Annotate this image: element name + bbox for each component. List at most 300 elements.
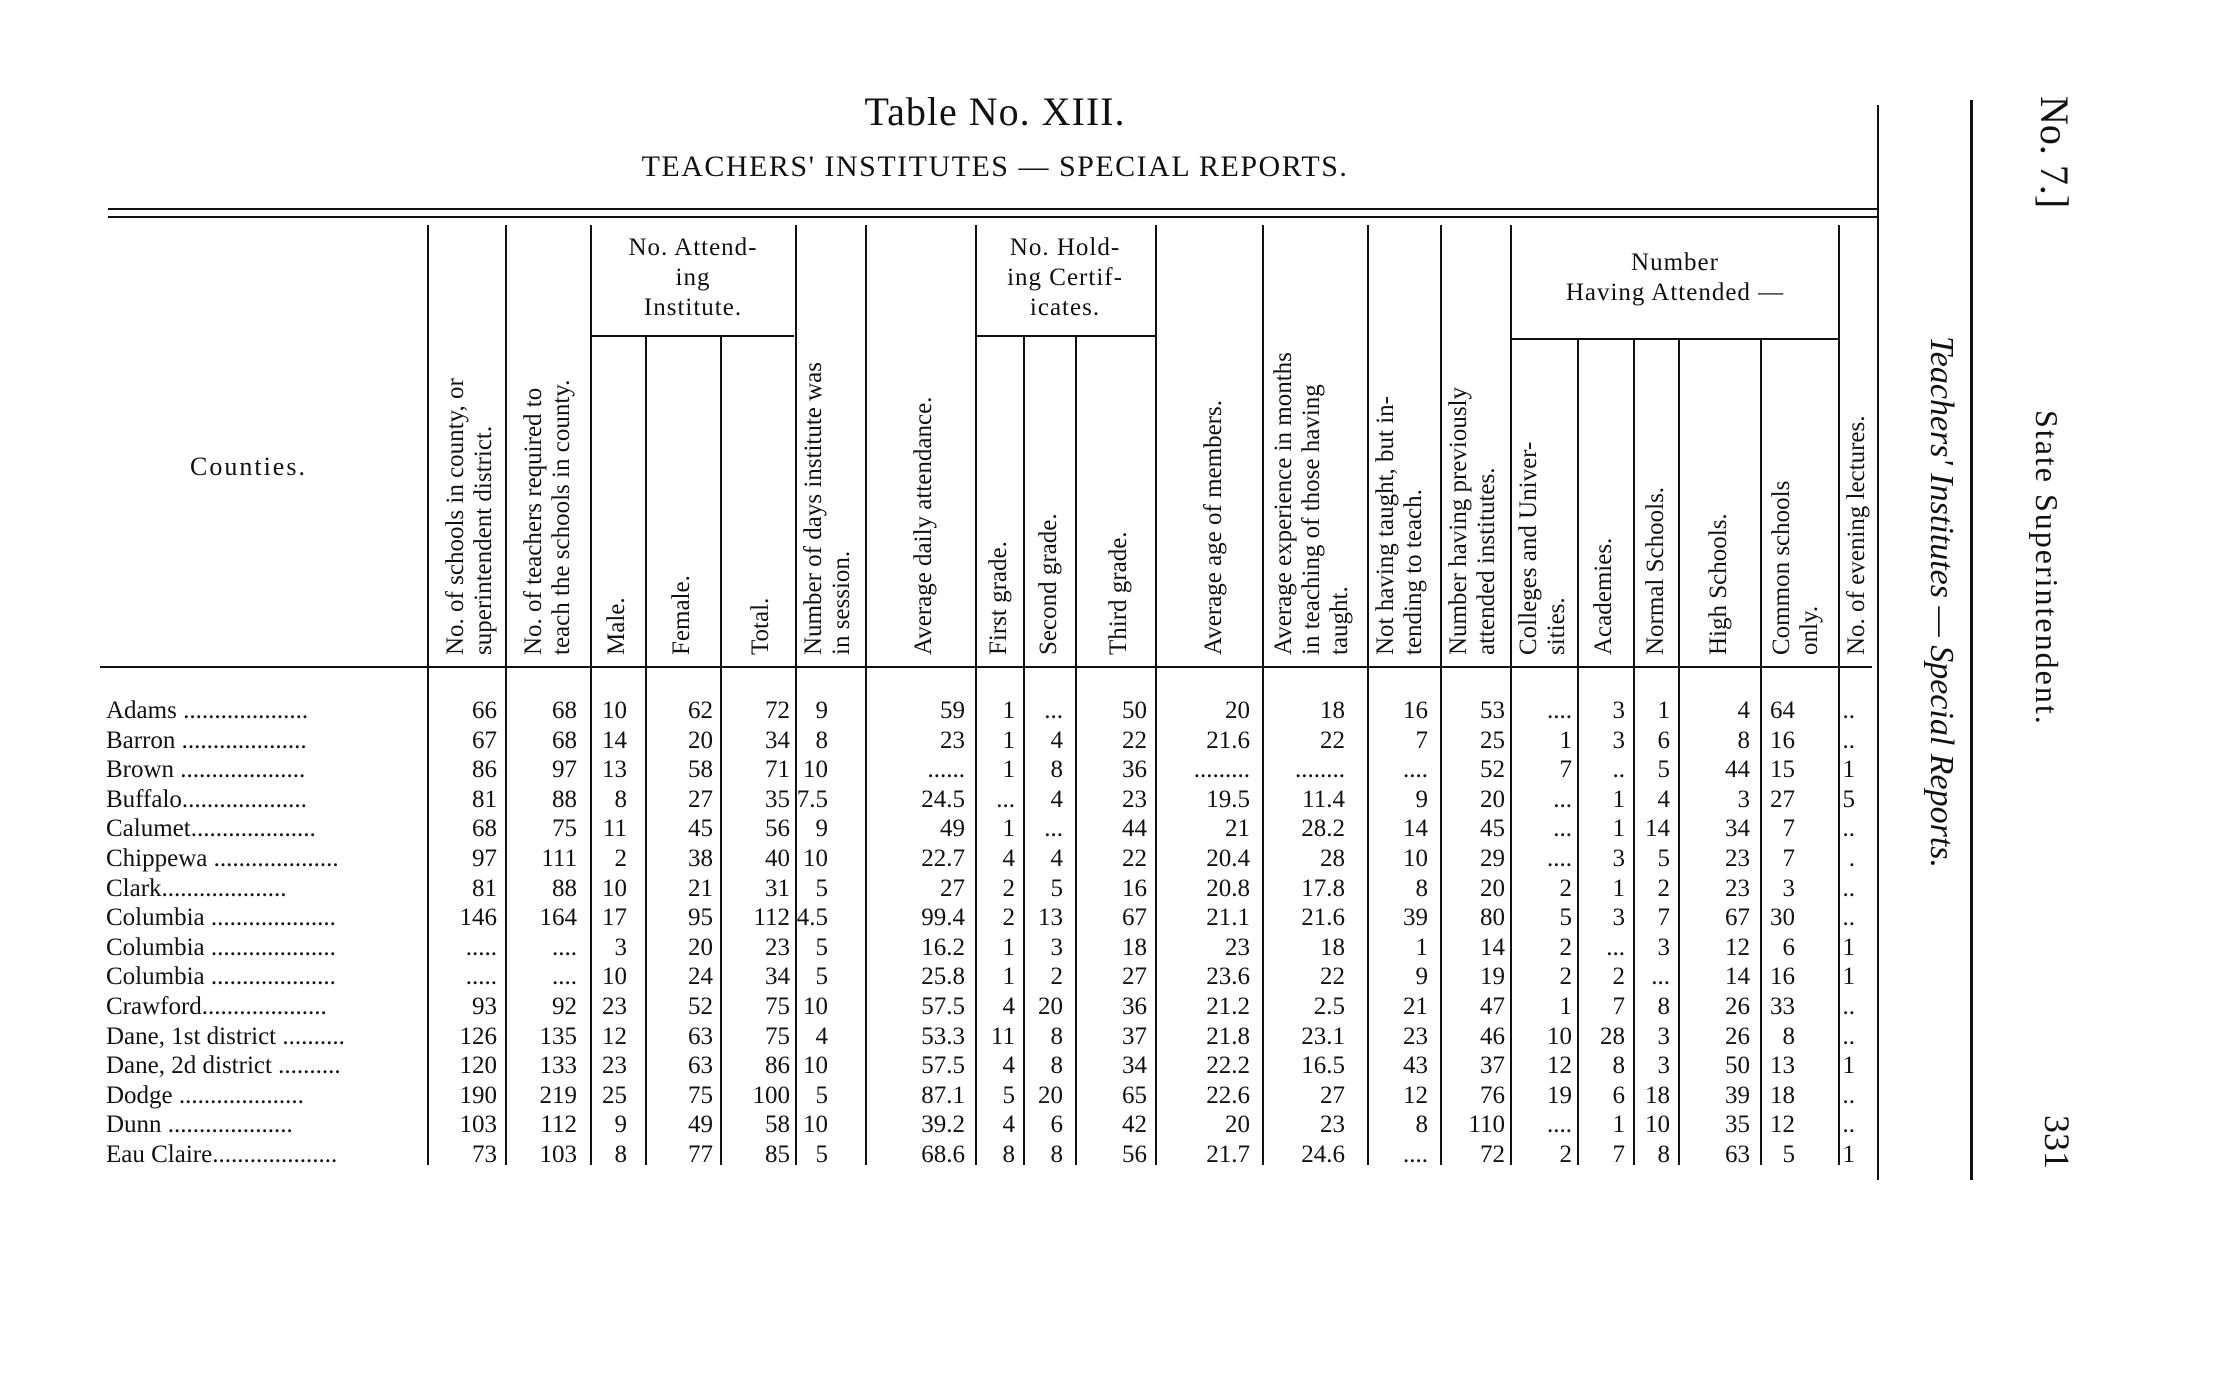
document-number: No. 7.] (2032, 96, 2077, 209)
table-cell: 2 (1559, 1141, 1572, 1168)
table-cell: 8 (1737, 727, 1750, 754)
table-cell: 15 (1770, 756, 1795, 783)
table-cell: 18 (1320, 697, 1345, 724)
table-cell: 146 (459, 904, 497, 931)
table-cell: 63 (688, 1023, 713, 1050)
col-divider (1440, 225, 1442, 1165)
table-cell: 40 (765, 845, 790, 872)
table-cell: 1 (1415, 934, 1428, 961)
table-cell: 3 (1657, 934, 1670, 961)
table-cell: 8 (614, 1141, 627, 1168)
table-cell: 3 (1050, 934, 1063, 961)
table-cell: ... (1651, 963, 1670, 990)
col-header-normal-schools: Normal Schools. (1642, 486, 1669, 655)
table-cell: 20 (1038, 993, 1063, 1020)
table-cell: 44 (1725, 756, 1750, 783)
table-cell: .. (1842, 875, 1855, 902)
table-cell: 1 (1842, 756, 1855, 783)
table-cell: 10 (602, 963, 627, 990)
col-header-teachers-required: No. of teachers required to teach the schools in county. (520, 379, 575, 655)
table-cell: 75 (765, 993, 790, 1020)
table-cell: 22 (1122, 727, 1147, 754)
table-cell: 23.1 (1301, 1023, 1345, 1050)
table-cell: 7 (1782, 845, 1795, 872)
table-cell: 56 (1122, 1141, 1147, 1168)
table-cell: 23 (940, 727, 965, 754)
table-cell: 72 (765, 697, 790, 724)
table-cell: 3 (1612, 697, 1625, 724)
county-name: Dunn .................... (106, 1111, 293, 1138)
table-cell: 2 (1559, 875, 1572, 902)
table-cell: 23 (765, 934, 790, 961)
table-cell: 10 (803, 756, 828, 783)
table-cell: 1 (1002, 697, 1015, 724)
col-header-total: Total. (747, 597, 774, 655)
attended-group-header: Number Having Attended — (1565, 249, 1785, 306)
table-cell: 17 (602, 904, 627, 931)
table-cell: 3 (1612, 904, 1625, 931)
table-cell: 8 (1612, 1052, 1625, 1079)
table-cell: ... (1044, 697, 1063, 724)
table-cell: 88 (552, 875, 577, 902)
table-cell: 97 (552, 756, 577, 783)
table-cell: 135 (539, 1023, 577, 1050)
col-divider (720, 337, 722, 1165)
county-name: Barron .................... (106, 727, 307, 754)
table-cell: 16.2 (921, 934, 965, 961)
col-header-first-grade: First grade. (985, 541, 1012, 655)
col-header-avg-age: Average age of members. (1200, 400, 1227, 655)
table-cell: 1 (1612, 875, 1625, 902)
table-cell: 4.5 (796, 904, 828, 931)
table-cell: 45 (1480, 815, 1505, 842)
table-cell: 53.3 (921, 1023, 965, 1050)
table-cell: 50 (1725, 1052, 1750, 1079)
col-divider (1678, 340, 1680, 1165)
table-cell: 47 (1480, 993, 1505, 1020)
table-cell: 22 (1320, 727, 1345, 754)
table-cell: 2 (1559, 963, 1572, 990)
table-cell: 7.5 (796, 786, 828, 813)
table-cell: 3 (1657, 1052, 1670, 1079)
table-cell: 20 (1225, 1111, 1250, 1138)
table-cell: 19 (1480, 963, 1505, 990)
table-cell: 120 (459, 1052, 497, 1079)
table-cell: 7 (1782, 815, 1795, 842)
table-cell: 2 (614, 845, 627, 872)
table-cell: 1 (1002, 815, 1015, 842)
table-cell: 27 (940, 875, 965, 902)
table-cell: 37 (1122, 1023, 1147, 1050)
table-cell: 14 (1645, 815, 1670, 842)
table-cell: 1 (1559, 993, 1572, 1020)
table-cell: .. (1842, 1023, 1855, 1050)
table-cell: 10 (803, 845, 828, 872)
col-divider (1023, 337, 1025, 1165)
table-cell: .... (1547, 845, 1572, 872)
table-cell: 63 (1725, 1141, 1750, 1168)
table-cell: 7 (1559, 756, 1572, 783)
table-cell: 20 (688, 934, 713, 961)
table-cell: .. (1842, 993, 1855, 1020)
table-cell: 20.8 (1206, 875, 1250, 902)
table-cell: 68 (472, 815, 497, 842)
col-divider (865, 225, 867, 1165)
table-cell: 1 (1002, 934, 1015, 961)
table-cell: 25 (1480, 727, 1505, 754)
table-cell: 35 (765, 786, 790, 813)
county-name: Eau Claire.................... (106, 1141, 338, 1168)
table-cell: ...... (927, 756, 965, 783)
table-cell: 25.8 (921, 963, 965, 990)
table-cell: 14 (1403, 815, 1428, 842)
table-cell: 68 (552, 697, 577, 724)
table-cell: 8 (614, 786, 627, 813)
table-cell: 26 (1725, 1023, 1750, 1050)
table-cell: 63 (688, 1052, 713, 1079)
col-header-not-taught: Not having taught, but in- tending to teach. (1372, 396, 1427, 655)
table-cell: 16 (1770, 963, 1795, 990)
table-cell: 5 (815, 875, 828, 902)
table-cell: 8 (1415, 875, 1428, 902)
table-cell: 67 (1725, 904, 1750, 931)
table-cell: 5 (1559, 904, 1572, 931)
col-header-days-in-session: Number of days institute was in session. (800, 361, 855, 655)
table-cell: 5 (815, 1082, 828, 1109)
county-name: Adams .................... (106, 697, 309, 724)
table-cell: 8 (1415, 1111, 1428, 1138)
col-divider (1510, 225, 1512, 1165)
table-cell: 34 (765, 727, 790, 754)
table-cell: 18 (1320, 934, 1345, 961)
table-cell: 8 (1782, 1023, 1795, 1050)
table-cell: 46 (1480, 1023, 1505, 1050)
table-cell: ........ (1295, 756, 1345, 783)
table-cell: 14 (602, 727, 627, 754)
col-header-high-schools: High Schools. (1705, 513, 1732, 655)
table-cell: 1 (1002, 756, 1015, 783)
table-cell: 18 (1770, 1082, 1795, 1109)
table-cell: 22 (1122, 845, 1147, 872)
running-head: State Superintendent. (2029, 410, 2065, 726)
table-cell: .. (1842, 1082, 1855, 1109)
col-header-third-grade: Third grade. (1105, 531, 1132, 655)
table-cell: 36 (1122, 993, 1147, 1020)
col-header-second-grade: Second grade. (1035, 513, 1062, 655)
table-cell: 23 (1725, 845, 1750, 872)
table-cell: 75 (688, 1082, 713, 1109)
col-divider (1262, 225, 1264, 1165)
table-cell: 57.5 (921, 993, 965, 1020)
table-cell: 30 (1770, 904, 1795, 931)
table-cell: 4 (1737, 697, 1750, 724)
table-cell: 14 (1480, 934, 1505, 961)
table-cell: 76 (1480, 1082, 1505, 1109)
table-cell: 8 (1657, 993, 1670, 1020)
table-cell: 1 (1612, 815, 1625, 842)
col-header-previously-attended: Number having previously attended institutes. (1445, 386, 1500, 655)
county-name: Calumet.................... (106, 815, 316, 842)
table-cell: 86 (472, 756, 497, 783)
table-cell: 5 (815, 963, 828, 990)
county-name: Columbia .................... (106, 904, 336, 931)
table-cell: 49 (688, 1111, 713, 1138)
table-cell: 21.2 (1206, 993, 1250, 1020)
table-cell: 5 (815, 1141, 828, 1168)
table-cell: 110 (1468, 1111, 1505, 1138)
table-cell: 68.6 (921, 1141, 965, 1168)
table-cell: 21.8 (1206, 1023, 1250, 1050)
table-cell: ... (1553, 786, 1572, 813)
table-cell: 93 (472, 993, 497, 1020)
table-cell: 1 (1657, 697, 1670, 724)
table-cell: 20 (1038, 1082, 1063, 1109)
table-cell: 3 (1657, 1023, 1670, 1050)
table-cell: 2 (1050, 963, 1063, 990)
table-cell: .... (1547, 1111, 1572, 1138)
table-cell: 9 (1415, 786, 1428, 813)
table-cell: 27 (1770, 786, 1795, 813)
table-cell: 27 (1122, 963, 1147, 990)
table-cell: 38 (688, 845, 713, 872)
table-cell: 4 (1002, 845, 1015, 872)
col-header-colleges: Colleges and Univer- sities. (1515, 441, 1570, 655)
table-cell: 5 (1050, 875, 1063, 902)
table-cell: 10 (1403, 845, 1428, 872)
table-cell: 5 (1782, 1141, 1795, 1168)
county-name: Dane, 2d district .......... (106, 1052, 341, 1079)
table-cell: 11 (990, 1023, 1015, 1050)
table-cell: 16 (1403, 697, 1428, 724)
table-cell: 19 (1547, 1082, 1572, 1109)
table-cell: 37 (1480, 1052, 1505, 1079)
table-cell: ... (1044, 815, 1063, 842)
table-cell: 8 (1050, 1052, 1063, 1079)
table-cell: 86 (765, 1052, 790, 1079)
attending-group-header: No. Attend- ing Institute. (628, 234, 758, 321)
col-header-schools: No. of schools in county, or superintendent district. (442, 378, 497, 655)
table-cell: 43 (1403, 1052, 1428, 1079)
table-cell: 10 (602, 875, 627, 902)
table-cell: 1 (1002, 727, 1015, 754)
table-cell: 8 (1050, 1141, 1063, 1168)
table-cell: 1 (1559, 727, 1572, 754)
col-divider (1760, 340, 1762, 1165)
table-cell: 21 (1403, 993, 1428, 1020)
col-divider (1838, 225, 1840, 1165)
table-cell: 50 (1122, 697, 1147, 724)
county-name: Clark.................... (106, 875, 287, 902)
table-cell: 6 (1657, 727, 1670, 754)
table-title: Table No. XIII. (864, 89, 1126, 134)
table-cell: 68 (552, 727, 577, 754)
table-cell: 28.2 (1301, 815, 1345, 842)
table-cell: 6 (1782, 934, 1795, 961)
outer-right-line (1970, 100, 1973, 1180)
table-cell: 87.1 (921, 1082, 965, 1109)
table-cell: 133 (539, 1052, 577, 1079)
table-cell: 66 (472, 697, 497, 724)
col-header-academies: Academies. (1590, 537, 1617, 655)
table-cell: 24.5 (921, 786, 965, 813)
table-cell: .... (552, 934, 577, 961)
top-rule-2 (108, 216, 1878, 218)
table-cell: 12 (1770, 1111, 1795, 1138)
table-cell: 39 (1403, 904, 1428, 931)
county-name: Dane, 1st district .......... (106, 1023, 345, 1050)
table-cell: 8 (1050, 756, 1063, 783)
table-cell: 16 (1122, 875, 1147, 902)
table-cell: 8 (1050, 1023, 1063, 1050)
table-cell: 21.6 (1206, 727, 1250, 754)
col-divider (427, 225, 429, 1165)
table-cell: 5 (1657, 756, 1670, 783)
table-cell: 9 (614, 1111, 627, 1138)
table-cell: 23 (1403, 1023, 1428, 1050)
table-cell: 21 (1225, 815, 1250, 842)
table-cell: 22 (1320, 963, 1345, 990)
table-cell: 5 (1657, 845, 1670, 872)
top-rule-1 (108, 208, 1878, 210)
table-cell: 77 (688, 1141, 713, 1168)
table-cell: .. (1612, 756, 1625, 783)
header-bottom-rule (100, 666, 1872, 668)
table-cell: 3 (1737, 786, 1750, 813)
table-cell: 2 (1002, 904, 1015, 931)
table-cell: 2 (1559, 934, 1572, 961)
table-cell: 111 (541, 845, 577, 872)
table-cell: 81 (472, 875, 497, 902)
table-cell: 9 (1415, 963, 1428, 990)
table-cell: 72 (1480, 1141, 1505, 1168)
table-cell: 10 (602, 697, 627, 724)
table-cell: 67 (472, 727, 497, 754)
table-cell: .... (1403, 1141, 1428, 1168)
table-cell: 10 (1645, 1111, 1670, 1138)
table-cell: 2 (1612, 963, 1625, 990)
col-divider (975, 225, 977, 1165)
table-cell: 80 (1480, 904, 1505, 931)
table-cell: 16 (1770, 727, 1795, 754)
col-divider (1155, 225, 1157, 1165)
table-cell: 190 (459, 1082, 497, 1109)
table-cell: 10 (803, 1111, 828, 1138)
col-divider (795, 225, 797, 1165)
table-cell: 1 (1002, 963, 1015, 990)
table-cell: 6 (1050, 1111, 1063, 1138)
col-header-avg-daily-attendance: Average daily attendance. (910, 396, 937, 655)
right-frame-line (1877, 105, 1879, 1180)
table-cell: 99.4 (921, 904, 965, 931)
table-cell: 71 (765, 756, 790, 783)
table-cell: 1 (1842, 1052, 1855, 1079)
table-cell: 57.5 (921, 1052, 965, 1079)
table-cell: 3 (1612, 845, 1625, 872)
table-cell: 112 (540, 1111, 577, 1138)
col-header-evening-lectures: No. of evening lectures. (1843, 415, 1870, 655)
table-subtitle: TEACHERS' INSTITUTES — SPECIAL REPORTS. (641, 150, 1349, 183)
table-cell: 22.7 (921, 845, 965, 872)
table-cell: 67 (1122, 904, 1147, 931)
table-cell: .. (1842, 697, 1855, 724)
counties-column-header: Counties. (190, 452, 307, 481)
table-cell: 16.5 (1301, 1052, 1345, 1079)
table-cell: 7 (1415, 727, 1428, 754)
table-cell: 23 (1122, 786, 1147, 813)
table-cell: 28 (1600, 1023, 1625, 1050)
table-cell: ..... (465, 934, 497, 961)
table-cell: 23 (1725, 875, 1750, 902)
county-name: Chippewa .................... (106, 845, 339, 872)
table-cell: 1 (1842, 1141, 1855, 1168)
table-cell: 13 (1038, 904, 1063, 931)
table-cell: 1 (1842, 934, 1855, 961)
certificates-group-rule (975, 335, 1155, 337)
col-divider (505, 225, 507, 1165)
table-cell: 11.4 (1302, 786, 1345, 813)
table-cell: 20.4 (1206, 845, 1250, 872)
table-cell: 21.7 (1206, 1141, 1250, 1168)
col-divider (1367, 225, 1369, 1165)
table-cell: 29 (1480, 845, 1505, 872)
table-cell: 1 (1612, 786, 1625, 813)
table-cell: 1 (1612, 1111, 1625, 1138)
table-cell: 100 (752, 1082, 790, 1109)
table-cell: 58 (688, 756, 713, 783)
table-cell: 62 (688, 697, 713, 724)
table-cell: 21.1 (1206, 904, 1250, 931)
table-cell: 20 (1480, 875, 1505, 902)
table-cell: 97 (472, 845, 497, 872)
table-cell: 11 (602, 815, 627, 842)
table-cell: 103 (539, 1141, 577, 1168)
table-cell: 20 (688, 727, 713, 754)
table-cell: 45 (688, 815, 713, 842)
col-header-avg-experience: Average experience in months in teaching of those having taught. (1270, 352, 1353, 655)
table-cell: 23 (1225, 934, 1250, 961)
table-cell: 26 (1725, 993, 1750, 1020)
county-name: Buffalo.................... (106, 786, 307, 813)
table-cell: 75 (552, 815, 577, 842)
table-cell: 27 (1320, 1082, 1345, 1109)
table-cell: 12 (1547, 1052, 1572, 1079)
table-cell: 12 (602, 1023, 627, 1050)
col-divider (1633, 340, 1635, 1165)
table-cell: 219 (539, 1082, 577, 1109)
col-divider (1075, 337, 1077, 1165)
table-cell: 8 (815, 727, 828, 754)
table-cell: 4 (1050, 845, 1063, 872)
certificates-group-header: No. Hold- ing Certif- icates. (1007, 234, 1123, 321)
table-cell: 3 (1782, 875, 1795, 902)
table-cell: 92 (552, 993, 577, 1020)
table-cell: 2.5 (1313, 993, 1345, 1020)
table-cell: ... (1606, 934, 1625, 961)
table-cell: ... (996, 786, 1015, 813)
page-number: 331 (2037, 1115, 2077, 1169)
table-cell: 164 (539, 904, 577, 931)
col-header-male: Male. (603, 597, 630, 655)
table-cell: ......... (1193, 756, 1250, 783)
table-cell: 81 (472, 786, 497, 813)
table-cell: 13 (1770, 1052, 1795, 1079)
table-cell: 23 (602, 993, 627, 1020)
table-cell: 75 (765, 1023, 790, 1050)
table-cell: 23 (1320, 1111, 1345, 1138)
table-cell: 52 (688, 993, 713, 1020)
table-cell: 53 (1480, 697, 1505, 724)
table-cell: 2 (1002, 875, 1015, 902)
